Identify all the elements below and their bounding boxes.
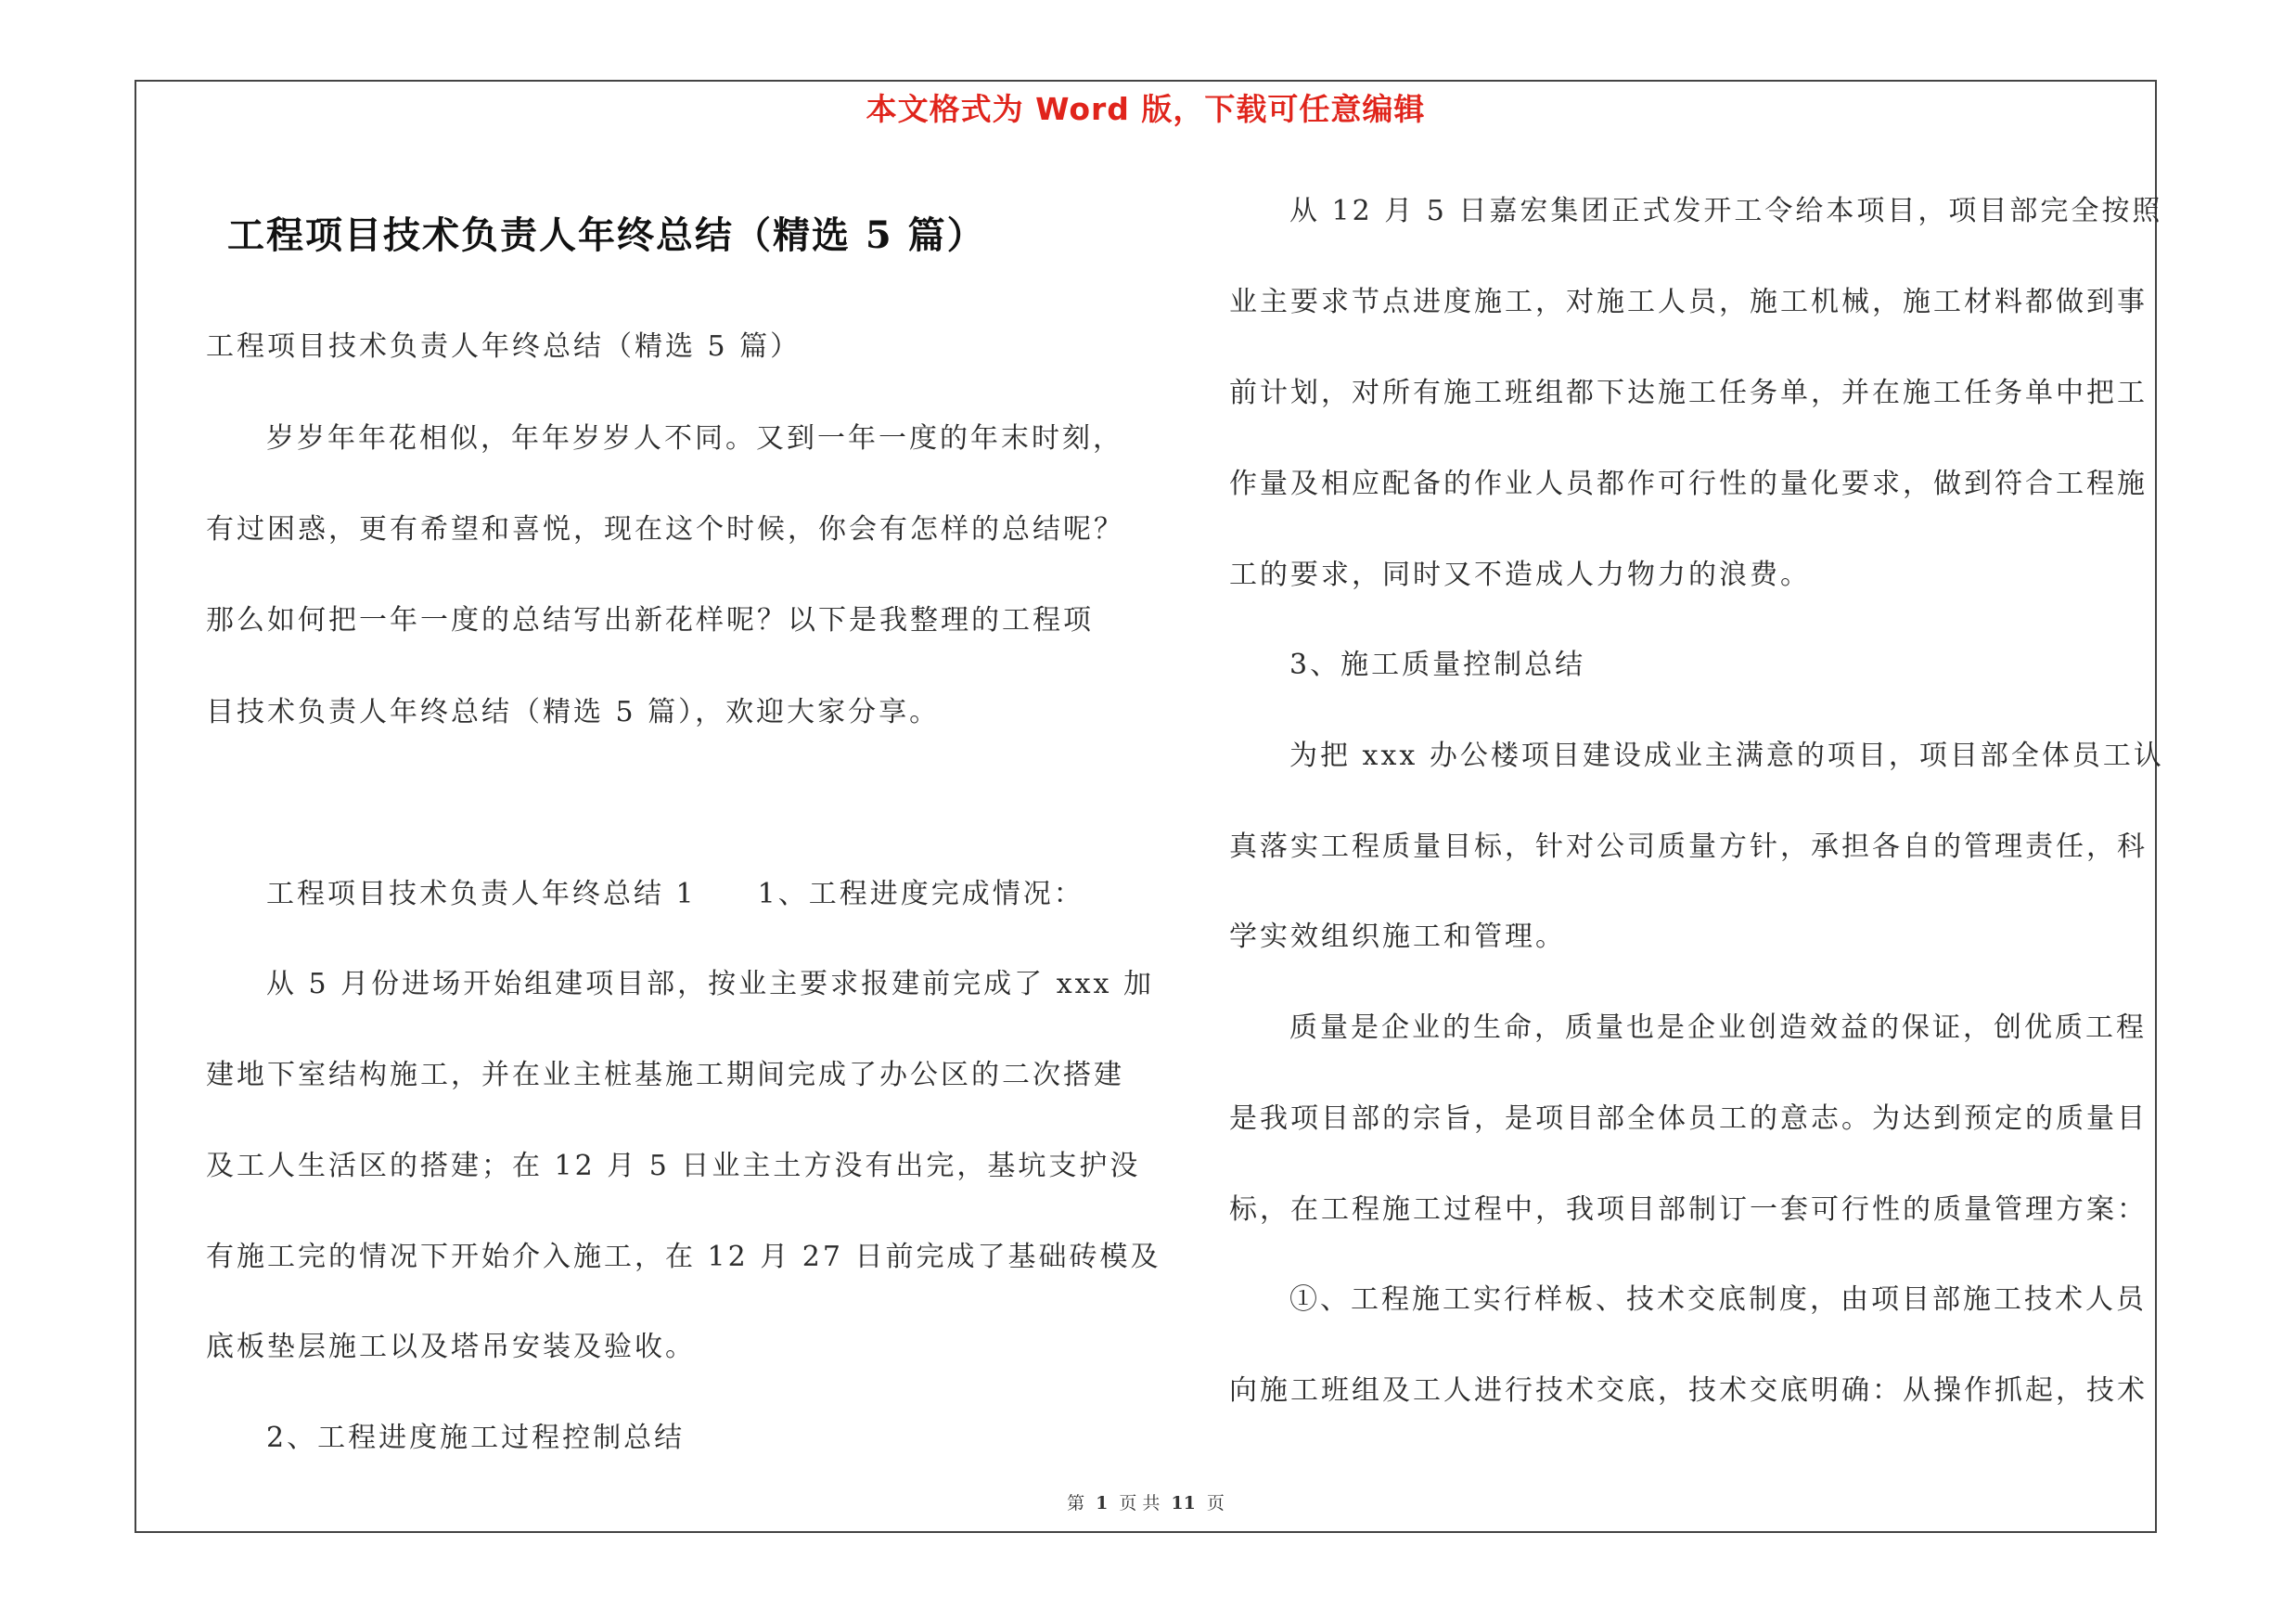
paragraph-line: 标，在工程施工过程中，我项目部制订一套可行性的质量管理方案：: [1229, 1193, 2148, 1226]
page-middle-text: 页 共: [1119, 1493, 1161, 1514]
page-number-footer: [135, 1489, 2157, 1517]
paragraph-line: 前计划，对所有施工班组都下达施工任务单，并在施工任务单中把工: [1229, 377, 2148, 409]
document-title: 工程项目技术负责人年终总结（精选 5 篇）: [227, 213, 986, 257]
page-suffix: 页: [1206, 1493, 1225, 1514]
paragraph-line: 质量是企业的生命，质量也是企业创造效益的保证，创优质工程: [1289, 1011, 2147, 1044]
paragraph-line: 作量及相应配备的作业人员都作可行性的量化要求，做到符合工程施: [1229, 468, 2148, 500]
total-page-count: 11: [1171, 1493, 1196, 1514]
paragraph-line: 工的要求，同时又不造成人力物力的浪费。: [1229, 559, 1811, 591]
paragraph-line: 目技术负责人年终总结（精选 5 篇），欢迎大家分享。: [206, 696, 941, 728]
paragraph-line: 有过困惑，更有希望和喜悦，现在这个时候，你会有怎样的总结呢？: [206, 513, 1124, 546]
section-heading: 工程项目技术负责人年终总结 1 1、工程进度完成情况：: [266, 878, 1084, 910]
section-heading: 3、施工质量控制总结: [1289, 649, 1586, 681]
paragraph-line: 是我项目部的宗旨，是项目部全体员工的意志。为达到预定的质量目: [1229, 1102, 2148, 1135]
paragraph-line: 有施工完的情况下开始介入施工，在 12 月 27 日前完成了基础砖模及: [206, 1241, 1161, 1273]
paragraph-line: 及工人生活区的搭建；在 12 月 5 日业主土方没有出完，基坑支护没: [206, 1150, 1141, 1182]
page-prefix: 第: [1067, 1493, 1085, 1514]
current-page-number: 1: [1096, 1493, 1109, 1514]
paragraph-line: 底板垫层施工以及塔吊安装及验收。: [206, 1331, 696, 1363]
paragraph-line: 学实效组织施工和管理。: [1229, 921, 1566, 953]
paragraph-line: 从 12 月 5 日嘉宏集团正式发开工令给本项目，项目部完全按照: [1289, 195, 2163, 227]
paragraph-line: 为把 xxx 办公楼项目建设成业主满意的项目，项目部全体员工认: [1289, 740, 2164, 772]
paragraph-line: 那么如何把一年一度的总结写出新花样呢？以下是我整理的工程项: [206, 604, 1094, 637]
paragraph-line: 工程项目技术负责人年终总结（精选 5 篇）: [206, 330, 802, 363]
paragraph-line: 建地下室结构施工，并在业主桩基施工期间完成了办公区的二次搭建: [206, 1059, 1124, 1091]
paragraph-line: 业主要求节点进度施工，对施工人员，施工机械，施工材料都做到事: [1229, 286, 2148, 318]
paragraph-line: 向施工班组及工人进行技术交底，技术交底明确：从操作抓起，技术: [1229, 1374, 2148, 1407]
paragraph-line: 从 5 月份进场开始组建项目部，按业主要求报建前完成了 xxx 加: [266, 968, 1154, 1000]
section-heading: 2、工程进度施工过程控制总结: [266, 1422, 686, 1454]
paragraph-line: 真落实工程质量目标，针对公司质量方针，承担各自的管理责任，科: [1229, 831, 2148, 863]
paragraph-line: ①、工程施工实行样板、技术交底制度，由项目部施工技术人员: [1289, 1283, 2147, 1316]
format-notice-banner: 本文格式为 Word 版，下载可任意编辑: [866, 91, 1426, 127]
paragraph-line: 岁岁年年花相似，年年岁岁人不同。又到一年一度的年末时刻，: [266, 422, 1123, 455]
